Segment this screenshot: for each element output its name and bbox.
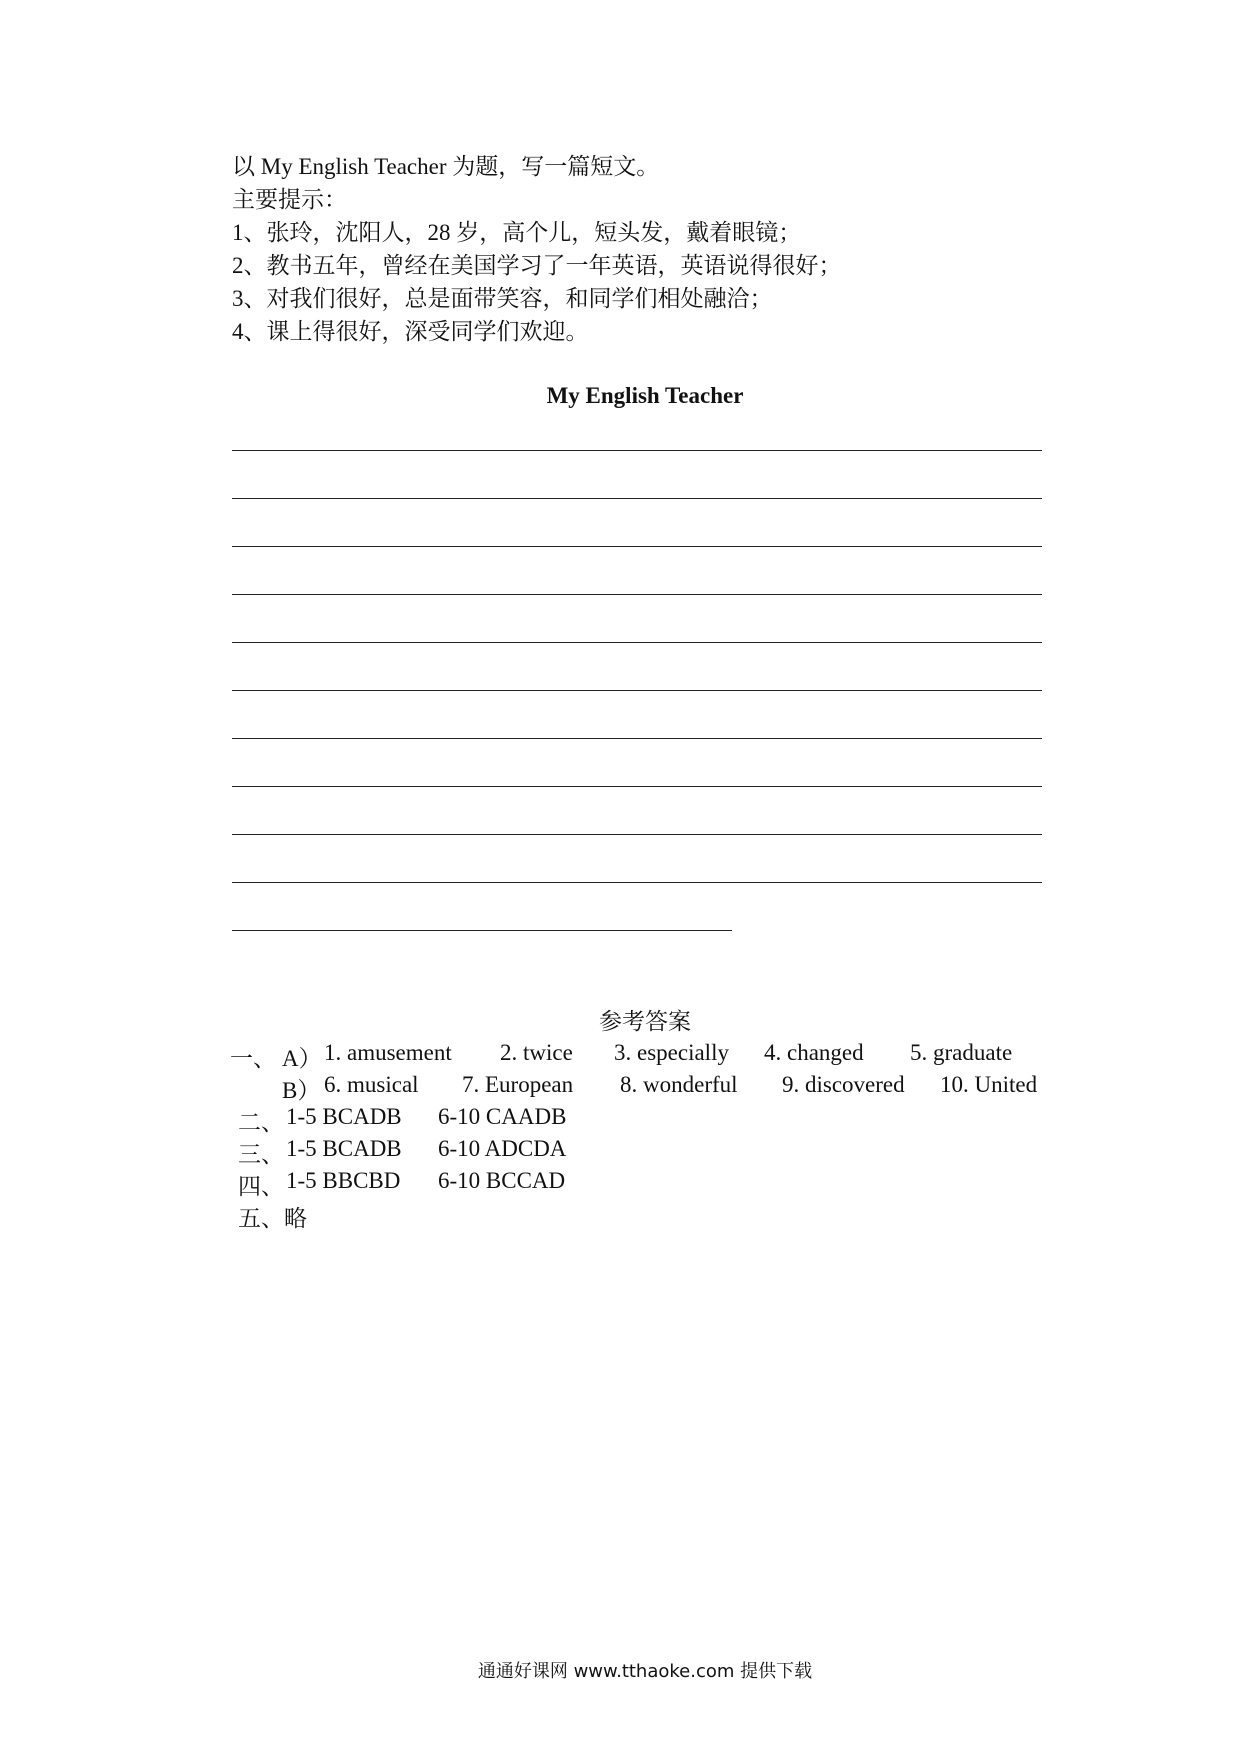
essay-title: My English Teacher — [546, 383, 744, 408]
hints-heading: 主要提示： — [232, 187, 347, 212]
writing-line[interactable] — [232, 786, 1042, 787]
answer-item: 略 — [284, 1206, 307, 1231]
hint-item-3: 3、对我们很好，总是面带笑容，和同学们相处融洽； — [232, 286, 773, 311]
writing-line[interactable] — [232, 450, 1042, 451]
answer-item: 5. graduate — [910, 1040, 1013, 1065]
answer-item: 6-10 CAADB — [438, 1104, 567, 1129]
section-label: 三、 — [238, 1142, 284, 1167]
answer-row-1b — [230, 1072, 1090, 1102]
hint-item-4: 4、课上得很好，深受同学们欢迎。 — [232, 319, 589, 344]
answer-item: 2. twice — [500, 1040, 573, 1065]
writing-line[interactable] — [232, 498, 1042, 499]
writing-line[interactable] — [232, 546, 1042, 547]
writing-line[interactable] — [232, 882, 1042, 883]
answer-item: 6-10 BCCAD — [438, 1168, 566, 1193]
answer-item: 3. especially — [614, 1040, 729, 1065]
answer-row-2 — [238, 1104, 738, 1134]
writing-line[interactable] — [232, 642, 1042, 643]
answer-item: 6-10 ADCDA — [438, 1136, 567, 1161]
answer-item: 6. musical — [324, 1072, 419, 1097]
answer-row-4 — [238, 1168, 738, 1198]
answer-item: 9. discovered — [782, 1072, 905, 1097]
section-label: 一、 — [230, 1046, 276, 1071]
writing-line[interactable] — [232, 690, 1042, 691]
section-label: 二、 — [238, 1110, 284, 1135]
hint-item-2: 2、教书五年，曾经在美国学习了一年英语，英语说得很好； — [232, 253, 842, 278]
answer-item: 1-5 BBCBD — [286, 1168, 401, 1193]
writing-line[interactable] — [232, 930, 732, 931]
answer-item: 1. amusement — [324, 1040, 452, 1065]
writing-line[interactable] — [232, 834, 1042, 835]
prompt-instruction: 以 My English Teacher 为题，写一篇短文。 — [232, 154, 660, 179]
section-label: 五、 — [238, 1206, 284, 1231]
page-footer: 通通好课网 www.tthaoke.com 提供下载 — [477, 1661, 813, 1682]
part-label: A） — [282, 1046, 322, 1071]
answer-item: 7. European — [462, 1072, 574, 1097]
answer-item: 4. changed — [764, 1040, 864, 1065]
answer-row-3 — [238, 1136, 738, 1166]
writing-line[interactable] — [232, 738, 1042, 739]
answer-item: 1-5 BCADB — [286, 1136, 402, 1161]
answer-item: 10. United — [940, 1072, 1038, 1097]
answer-item: 1-5 BCADB — [286, 1104, 402, 1129]
answer-item: 8. wonderful — [620, 1072, 738, 1097]
hint-item-1: 1、张玲，沈阳人，28 岁，高个儿，短头发，戴着眼镜； — [232, 220, 802, 245]
answer-row-1a — [230, 1040, 1070, 1070]
section-label: 四、 — [238, 1174, 284, 1199]
part-label: B） — [282, 1078, 321, 1103]
answers-heading: 参考答案 — [599, 1009, 691, 1034]
writing-line[interactable] — [232, 594, 1042, 595]
answer-row-5 — [238, 1200, 538, 1230]
